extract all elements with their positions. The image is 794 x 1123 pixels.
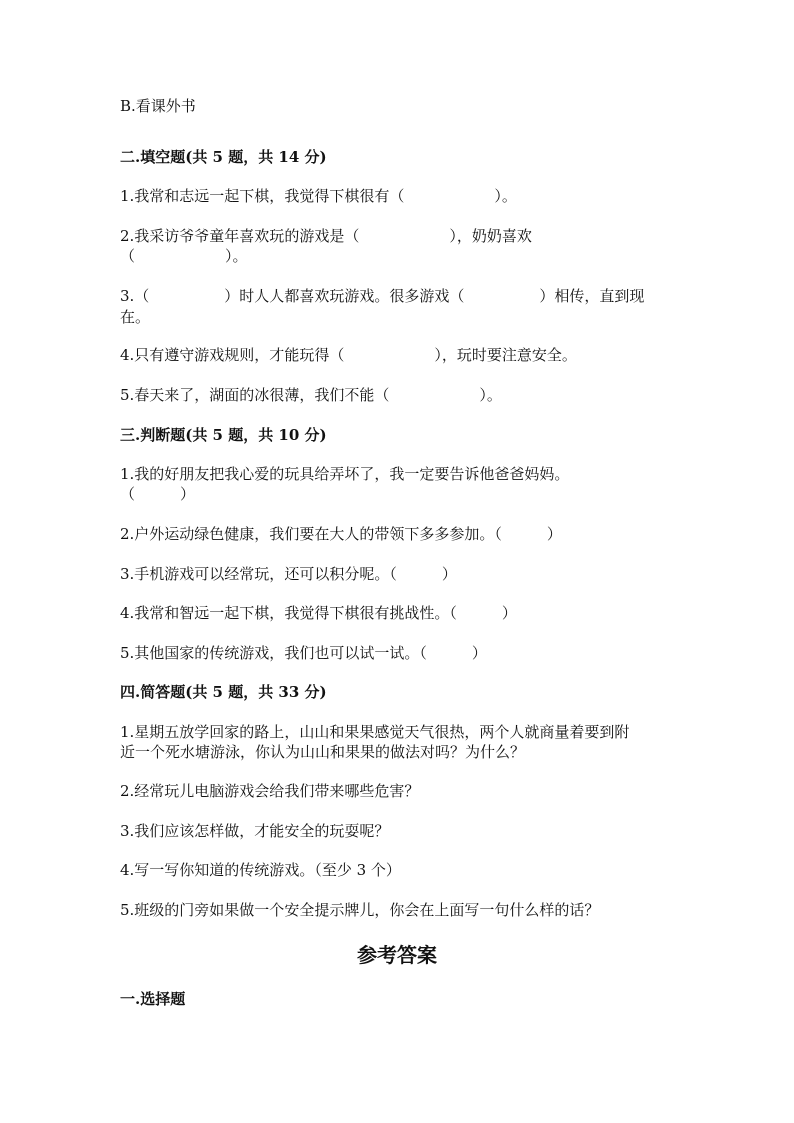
short-question-4: 4.写一写你知道的传统游戏。（至少 3 个） bbox=[120, 861, 401, 879]
judge-question-4: 4.我常和智远一起下棋，我觉得下棋很有挑战性。（ ） bbox=[120, 604, 517, 622]
judge-question-1: 1.我的好朋友把我心爱的玩具给弄坏了，我一定要告诉他爸爸妈妈。 bbox=[120, 465, 570, 483]
fill-question-2-cont: （ ）。 bbox=[120, 247, 248, 265]
judge-question-3: 3.手机游戏可以经常玩，还可以积分呢。（ ） bbox=[120, 565, 457, 583]
fill-question-1: 1.我常和志远一起下棋，我觉得下棋很有（ ）。 bbox=[120, 187, 517, 205]
short-question-5: 5.班级的门旁如果做一个安全提示牌儿，你会在上面写一句什么样的话？ bbox=[120, 901, 600, 919]
short-question-2: 2.经常玩儿电脑游戏会给我们带来哪些危害？ bbox=[120, 782, 420, 800]
judge-question-5: 5.其他国家的传统游戏，我们也可以试一试。（ ） bbox=[120, 644, 487, 662]
option-b: B.看课外书 bbox=[120, 97, 196, 115]
fill-question-5: 5.春天来了，湖面的冰很薄，我们不能（ ）。 bbox=[120, 386, 502, 404]
answers-title: 参考答案 bbox=[357, 943, 437, 967]
fill-question-4: 4.只有遵守游戏规则，才能玩得（ ），玩时要注意安全。 bbox=[120, 346, 577, 364]
fill-question-3-cont: 在。 bbox=[120, 308, 151, 326]
fill-question-2: 2.我采访爷爷童年喜欢玩的游戏是（ ），奶奶喜欢 bbox=[120, 227, 532, 245]
judge-question-2: 2.户外运动绿色健康，我们要在大人的带领下多多参加。（ ） bbox=[120, 525, 562, 543]
section-heading-fill: 二.填空题(共 5 题，共 14 分) bbox=[120, 148, 327, 166]
short-question-1: 1.星期五放学回家的路上，山山和果果感觉天气很热，两个人就商量着要到附 bbox=[120, 723, 630, 741]
judge-question-1-blank: （ ） bbox=[120, 485, 196, 503]
fill-question-3: 3.（ ）时人人都喜欢玩游戏。很多游戏（ ）相传，直到现 bbox=[120, 287, 645, 305]
answers-section-choice: 一.选择题 bbox=[120, 990, 186, 1008]
section-heading-judge: 三.判断题(共 5 题，共 10 分) bbox=[120, 426, 327, 444]
short-question-3: 3.我们应该怎样做，才能安全的玩耍呢？ bbox=[120, 822, 390, 840]
short-question-1-cont: 近一个死水塘游泳，你认为山山和果果的做法对吗？为什么？ bbox=[120, 743, 526, 761]
section-heading-short: 四.简答题(共 5 题，共 33 分) bbox=[120, 683, 327, 701]
